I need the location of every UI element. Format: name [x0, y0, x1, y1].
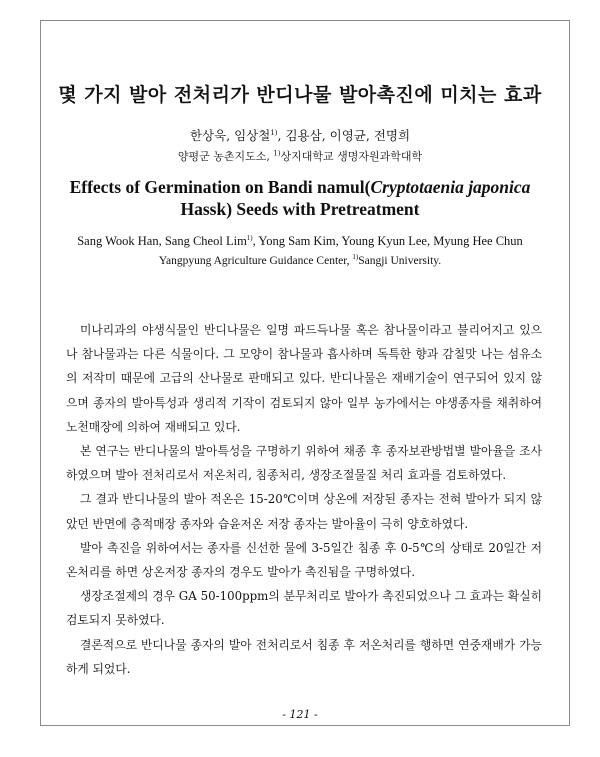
- english-affiliations-superscript: 1): [352, 253, 359, 261]
- korean-affiliations-part1: 양평군 농촌지도소,: [177, 150, 274, 163]
- korean-affiliations-part2: 상지대학교 생명자원과학대학: [280, 150, 423, 163]
- abstract-body: [66, 318, 542, 681]
- english-title-part1: Effects of Germination on Bandi namul(: [69, 177, 371, 197]
- english-authors-superscript: 1): [246, 234, 253, 242]
- body-paragraph: 발아 촉진을 위하여서는 종자를 신선한 물에 3-5일간 침종 후 0-5℃의 상태로 20일간 저온처리를 하면 상온저장 종자의 경우도 발아가 촉진됨을 구명하였다.: [66, 540, 542, 580]
- english-authors-part1: Sang Wook Han, Sang Cheol Lim: [77, 234, 247, 249]
- korean-affiliations: [0, 148, 600, 164]
- english-affiliations: [0, 253, 600, 267]
- body-paragraph: 미나리과의 야생식물인 반디나물은 일명 파드득나물 혹은 참나물이라고 불리어지고 있으나 참나물과는 다른 식물이다. 그 모양이 참나물과 흡사하며 독특한 향과 감칠맛 나는 섬유소의 저작미 때문에 고급의 산나물로 판매되고 있다. 반디나물은 재배기술이 연구되어 있지 않으며 종자의 발아특성과 생리적 기작이 검토되지 않아 일부 농가에서는 야생종자를 채취하여 노천매장에 의하여 재배되고 있다.: [66, 323, 542, 434]
- english-authors: [0, 234, 600, 249]
- english-affiliations-part2: Sangji University.: [358, 254, 442, 267]
- english-affiliations-part1: Yangpyung Agriculture Guidance Center,: [158, 254, 353, 267]
- korean-affiliations-superscript: 1): [273, 149, 281, 158]
- english-authors-part2: , Yong Sam Kim, Young Kyun Lee, Myung Hee Chun: [252, 234, 523, 249]
- body-paragraph: 본 연구는 반디나물의 발아특성을 구명하기 위하여 채종 후 종자보관방법별 발아율을 조사하였으며 발아 전처리로서 저온처리, 침종처리, 생장조절물질 처리 효과를 검토하였다.: [66, 444, 542, 483]
- korean-authors: [0, 126, 600, 144]
- english-title-species: Cryptotaenia japonica: [370, 177, 531, 197]
- english-title-part2: Hassk) Seeds with Pretreatment: [180, 199, 420, 219]
- korean-authors-part1: 한상욱, 임상철: [189, 128, 271, 143]
- korean-authors-part2: , 김용삼, 이영균, 전명희: [277, 128, 411, 143]
- body-paragraph: 결론적으로 반디나물 종자의 발아 전처리로서 침종 후 저온처리를 행하면 연중재배가 가능하게 되었다.: [66, 637, 542, 676]
- body-paragraph: 그 결과 반디나물의 발아 적온은 15-20℃이며 상온에 저장된 종자는 전혀 발아가 되지 않았던 반면에 층적매장 종자와 습윤저온 저장 종자는 발아율이 극히 양호하였다.: [66, 492, 542, 531]
- english-title: [50, 176, 550, 220]
- body-paragraph: 생장조절제의 경우 GA 50-100ppm의 분무처리로 발아가 촉진되었으나 그 효과는 확실히 검토되지 못하였다.: [66, 589, 542, 628]
- korean-title: 몇 가지 발아 전처리가 반디나물 발아촉진에 미치는 효과: [58, 84, 542, 106]
- page-number: - 121 -: [282, 708, 318, 721]
- korean-authors-superscript: 1): [270, 128, 278, 137]
